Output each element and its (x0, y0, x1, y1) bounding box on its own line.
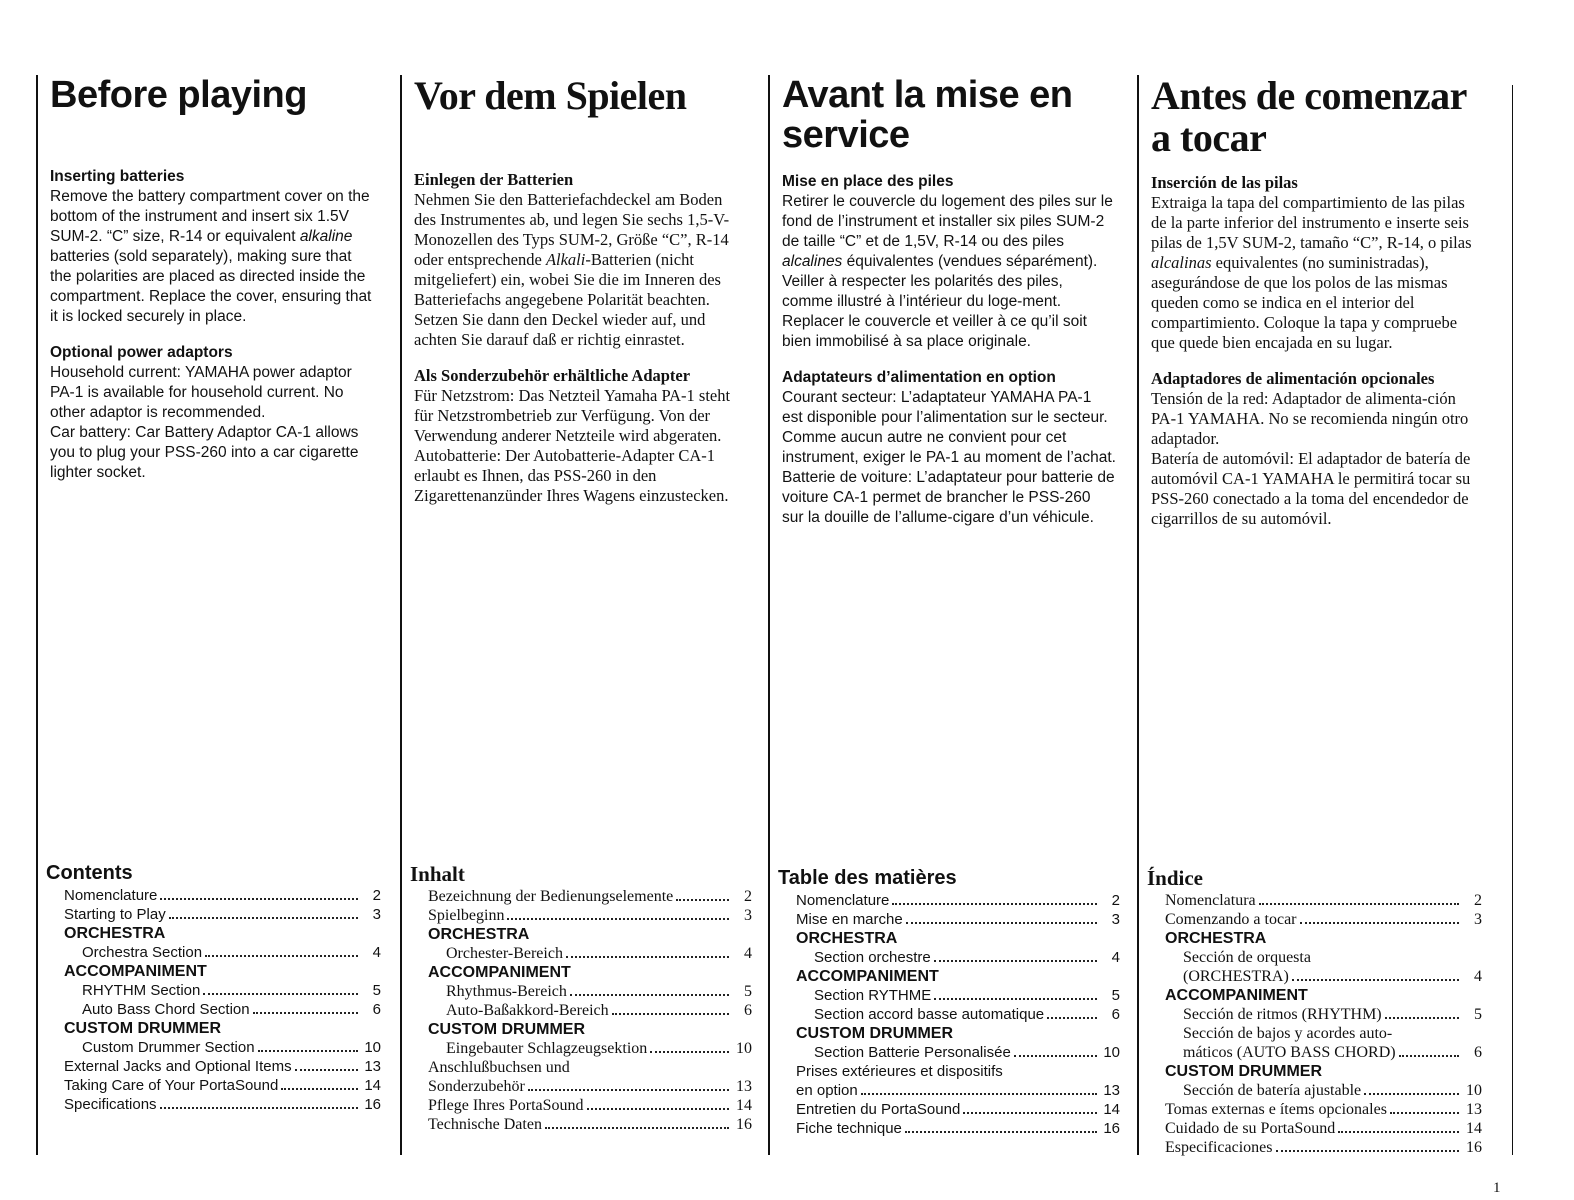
toc-entry-label: Custom Drummer Section (82, 1039, 255, 1056)
toc-entry (46, 1076, 381, 1095)
toc-entry-label: Orchester-Bereich (446, 945, 563, 962)
toc-page-number: 5 (744, 983, 752, 1000)
section-heading: Als Sonderzubehör erhältliche Adapter (414, 366, 691, 385)
toc-entry (1147, 1081, 1482, 1100)
toc-entry-label: Section RYTHME (814, 987, 932, 1004)
toc-page-number: 13 (1103, 1082, 1120, 1099)
toc-entry (410, 887, 752, 906)
column-french (768, 75, 1120, 1155)
toc-leader-dots (934, 998, 1097, 1000)
toc-category (410, 963, 752, 982)
section-heading: Adaptateurs d’alimentation en option (782, 369, 1056, 386)
toc-page-number: 16 (1103, 1120, 1120, 1137)
toc-page-number: 3 (1111, 911, 1120, 928)
toc-leader-dots (1399, 1055, 1459, 1057)
toc-page-number: 2 (1111, 892, 1120, 909)
toc-category (410, 1020, 752, 1039)
toc-entry (410, 1096, 752, 1115)
toc-entry-label: Taking Care of Your PortaSound (64, 1077, 279, 1094)
toc-category (46, 962, 381, 981)
toc-entry-label: Pflege Ihres PortaSound (428, 1097, 584, 1114)
toc-entry-label: CUSTOM DRUMMER (796, 1025, 954, 1042)
toc-page-number: 10 (364, 1039, 381, 1056)
toc-entry (778, 948, 1120, 967)
toc-entry (410, 982, 752, 1001)
toc-entry-label: ORCHESTRA (1165, 930, 1267, 947)
toc-entry (410, 1001, 752, 1020)
toc-entry (410, 1058, 752, 1077)
paragraph: Courant secteur: L’adaptateur YAMAHA PA-1 est disponible pour l’alimentation sur le secteur. Comme aucun autre ne convient pour cet instrument, exiger le PA-1 au moment de l’achat. (782, 389, 1116, 466)
page-title: Before playing (50, 74, 307, 116)
toc-entry (1147, 1100, 1482, 1119)
toc-leader-dots (1047, 1017, 1097, 1019)
toc-entry-label: Nomenclature (796, 892, 890, 909)
table-of-contents (778, 867, 1120, 1138)
toc-page-number: 14 (1103, 1101, 1120, 1118)
toc-leader-dots (1338, 1131, 1459, 1133)
toc-entry-label: CUSTOM DRUMMER (1165, 1063, 1323, 1080)
paragraph: Retirer le couvercle du logement des piles sur le fond de l’instrument et installer six piles SUM-2 de taille “C” et de 1,5V, R-14 ou des piles alcalines équivalentes (vendues séparément). Veiller à respecter les polarités des piles, comme illustré à l’intérieur du loge-ment. Replacer le couvercle et veiller à ce qu’il soit bien immobilisé à sa place originale. (782, 193, 1113, 350)
toc-page-number: 3 (372, 906, 381, 923)
toc-entry-label: en option (796, 1082, 858, 1099)
toc-page-number: 2 (372, 887, 381, 904)
paragraph: Tensión de la red: Adaptador de alimenta-ción PA-1 YAMAHA. No se recomienda ningún otro adaptador. (1151, 389, 1469, 448)
toc-entry (1147, 1119, 1482, 1138)
toc-page-number: 2 (1474, 892, 1482, 909)
toc-entry (1147, 1043, 1482, 1062)
toc-leader-dots (650, 1051, 729, 1053)
toc-entry (1147, 1005, 1482, 1024)
toc-entry-label: Sonderzubehör (428, 1078, 525, 1095)
toc-entry-label: CUSTOM DRUMMER (428, 1021, 586, 1038)
toc-page-number: 13 (364, 1058, 381, 1075)
toc-entry-label: Starting to Play (64, 906, 166, 923)
toc-leader-dots (160, 1107, 358, 1109)
toc-leader-dots (545, 1127, 729, 1129)
toc-entry (778, 1119, 1120, 1138)
table-of-contents (46, 862, 381, 1114)
toc-entry-label: Nomenclature (64, 887, 158, 904)
toc-title: Contents (46, 862, 133, 884)
toc-entry (778, 1005, 1120, 1024)
toc-entry-label: CUSTOM DRUMMER (64, 1020, 222, 1037)
toc-entry (410, 944, 752, 963)
toc-leader-dots (676, 899, 729, 901)
page-title: Vor dem Spielen (414, 73, 687, 118)
paragraph: Batería de automóvil: El adaptador de batería de automóvil CA-1 YAMAHA le permitirá tocar su PSS-260 conectado a la toma del encendedor de cigarrillos de su automóvil. (1151, 449, 1471, 528)
toc-title: Índice (1147, 866, 1204, 890)
toc-entry-label: Auto-Baßakkord-Bereich (446, 1002, 609, 1019)
toc-entry-label: Cuidado de su PortaSound (1165, 1120, 1336, 1137)
toc-entry (46, 1000, 381, 1019)
section-heading: Einlegen der Batterien (414, 170, 574, 189)
toc-leader-dots (281, 1088, 358, 1090)
toc-page-number: 6 (1111, 1006, 1120, 1023)
toc-entry-label: Orchestra Section (82, 944, 203, 961)
toc-leader-dots (570, 994, 729, 996)
toc-entry-label: Tomas externas e ítems opcionales (1165, 1101, 1387, 1118)
toc-entry (410, 1115, 752, 1134)
toc-leader-dots (861, 1093, 1097, 1095)
toc-page-number: 16 (364, 1096, 381, 1113)
toc-entry (1147, 967, 1482, 986)
toc-page-number: 6 (744, 1002, 752, 1019)
toc-page-number: 13 (736, 1078, 752, 1095)
toc-leader-dots (203, 993, 358, 995)
toc-entry (1147, 891, 1482, 910)
toc-entry (1147, 910, 1482, 929)
table-of-contents (410, 863, 752, 1134)
toc-entry-label: Comenzando a tocar (1165, 911, 1297, 928)
page-title: Antes de comenzar a tocar (1151, 73, 1467, 160)
toc-entry (778, 986, 1120, 1005)
toc-leader-dots (295, 1069, 358, 1071)
toc-leader-dots (906, 922, 1097, 924)
toc-entry (1147, 1024, 1482, 1043)
toc-entry-label: Prises extérieures et dispositifs (796, 1063, 1003, 1080)
toc-entry (46, 1057, 381, 1076)
toc-entry (46, 981, 381, 1000)
toc-entry (778, 1043, 1120, 1062)
toc-entry-label: RHYTHM Section (82, 982, 201, 999)
toc-entry (46, 1095, 381, 1114)
toc-leader-dots (160, 898, 358, 900)
toc-page-number: 14 (736, 1097, 752, 1114)
toc-leader-dots (587, 1108, 729, 1110)
column-english (36, 75, 381, 1155)
toc-entry (778, 891, 1120, 910)
toc-entry-label: Auto Bass Chord Section (82, 1001, 250, 1018)
toc-leader-dots (528, 1089, 729, 1091)
toc-leader-dots (205, 955, 358, 957)
toc-page-number: 5 (372, 982, 381, 999)
toc-entry (778, 1062, 1120, 1081)
toc-entry-label: Section orchestre (814, 949, 931, 966)
toc-category (1147, 986, 1482, 1005)
toc-page-number: 14 (1466, 1120, 1482, 1137)
toc-leader-dots (1259, 903, 1459, 905)
toc-title: Table des matières (778, 867, 957, 889)
toc-leader-dots (1276, 1150, 1460, 1152)
toc-leader-dots (934, 960, 1097, 962)
toc-entry-label: Rhythmus-Bereich (446, 983, 567, 1000)
toc-entry-label: Entretien du PortaSound (796, 1101, 961, 1118)
toc-page-number: 6 (1474, 1044, 1482, 1061)
toc-page-number: 5 (1111, 987, 1120, 1004)
toc-entry-label: Spielbeginn (428, 907, 505, 924)
toc-page-number: 3 (1474, 911, 1482, 928)
toc-leader-dots (905, 1131, 1097, 1133)
toc-entry-label: External Jacks and Optional Items (64, 1058, 292, 1075)
toc-leader-dots (963, 1112, 1097, 1114)
toc-leader-dots (507, 918, 729, 920)
paragraph: Extraiga la tapa del compartimiento de las pilas de la parte inferior del instrumento e inserte seis pilas de 1,5V SUM-2, tamaño “C”, R-14, o pilas alcalinas equivalentes (no suministradas), asegurándose de que los polos de las mismas queden como se indica en el interior del compartimiento. Coloque la tapa y compruebe que quede bien encajada en su lugar. (1151, 193, 1472, 352)
toc-entry (778, 1100, 1120, 1119)
toc-leader-dots (1390, 1112, 1459, 1114)
toc-page-number: 4 (372, 944, 381, 961)
toc-page-number: 6 (372, 1001, 381, 1018)
toc-entry-label: ACCOMPANIMENT (64, 963, 207, 980)
battery-section (1151, 173, 1478, 529)
toc-page-number: 10 (736, 1040, 752, 1057)
toc-entry (410, 1077, 752, 1096)
section-heading: Inserción de las pilas (1151, 173, 1298, 192)
toc-page-number: 13 (1466, 1101, 1482, 1118)
table-of-contents (1147, 867, 1482, 1157)
page-title: Avant la mise en service (782, 74, 1073, 156)
paragraph: Batterie de voiture: L’adaptateur pour batterie de voiture CA-1 permet de brancher le PSS-260 sur la douille de l’allume-cigare d’un véhicule. (782, 469, 1115, 526)
toc-entry-label: Especificaciones (1165, 1139, 1273, 1156)
toc-page-number: 5 (1474, 1006, 1482, 1023)
paragraph: Household current: YAMAHA power adaptor PA-1 is available for household current. No other adaptor is recommended. (50, 364, 352, 421)
toc-leader-dots (892, 903, 1097, 905)
toc-leader-dots (1014, 1055, 1097, 1057)
toc-entry-label: Sección de batería ajustable (1183, 1082, 1362, 1099)
section-heading: Adaptadores de alimentación opcionales (1151, 369, 1435, 388)
section-heading: Mise en place des piles (782, 173, 954, 190)
column-spanish (1137, 75, 1482, 1155)
toc-category (1147, 1062, 1482, 1081)
toc-page-number: 10 (1466, 1082, 1482, 1099)
paragraph: Nehmen Sie den Batteriefachdeckel am Boden des Instrumentes ab, und legen Sie sechs 1,5-V-Monozellen des Typs SUM-2, Größe “C”, R-14 oder entsprechende Alkali-Batterien (nicht mitgeliefert) ein, wobei Sie die im Inneren des Batteriefachs angegebene Polarität beachten. Setzen Sie dann den Deckel wieder auf, und achten Sie darauf daß er richtig einrastet. (414, 190, 730, 349)
toc-page-number: 4 (744, 945, 752, 962)
toc-category (46, 924, 381, 943)
toc-leader-dots (1300, 922, 1460, 924)
toc-leader-dots (1385, 1017, 1459, 1019)
toc-category (1147, 929, 1482, 948)
toc-category (778, 1024, 1120, 1043)
toc-entry-label: máticos (AUTO BASS CHORD) (1183, 1044, 1396, 1061)
battery-section (50, 167, 377, 483)
toc-entry-label: (ORCHESTRA) (1183, 968, 1289, 985)
paragraph: Remove the battery compartment cover on the bottom of the instrument and insert six 1.5V SUM-2. “C” size, R-14 or equivalent alkaline batteries (sold separately), making sure that the polarities are placed as directed inside the compartment. Replace the cover, ensuring that it is locked securely in place. (50, 188, 372, 325)
toc-entry (1147, 1138, 1482, 1157)
column-divider (1512, 85, 1513, 1155)
toc-entry (46, 1038, 381, 1057)
toc-page-number: 14 (364, 1077, 381, 1094)
toc-entry-label: Specifications (64, 1096, 157, 1113)
toc-page-number: 3 (744, 907, 752, 924)
toc-category (778, 967, 1120, 986)
toc-leader-dots (253, 1012, 358, 1014)
toc-page-number: 16 (1466, 1139, 1482, 1156)
toc-entry-label: Section Batterie Personalisée (814, 1044, 1011, 1061)
toc-leader-dots (612, 1013, 729, 1015)
toc-entry-label: Mise en marche (796, 911, 903, 928)
toc-entry-label: ORCHESTRA (796, 930, 898, 947)
toc-entry (46, 886, 381, 905)
toc-category (778, 929, 1120, 948)
toc-entry-label: ACCOMPANIMENT (796, 968, 939, 985)
battery-section (782, 172, 1116, 528)
page-number: 1 (1493, 1180, 1501, 1196)
toc-entry-label: Eingebauter Schlagzeugsektion (446, 1040, 648, 1057)
toc-entry-label: Nomenclatura (1165, 892, 1256, 909)
toc-entry (46, 905, 381, 924)
toc-entry-label: ORCHESTRA (64, 925, 166, 942)
toc-page-number: 4 (1111, 949, 1120, 966)
toc-entry (778, 910, 1120, 929)
toc-entry-label: Technische Daten (428, 1116, 542, 1133)
paragraph: Für Netzstrom: Das Netzteil Yamaha PA-1 steht für Netzstrombetrieb zur Verfügung. Von der Verwendung anderer Netzteile wird abgeraten. (414, 386, 731, 445)
toc-page-number: 10 (1103, 1044, 1120, 1061)
toc-entry-label: Fiche technique (796, 1120, 902, 1137)
toc-entry-label: Section accord basse automatique (814, 1006, 1045, 1023)
toc-entry (410, 1039, 752, 1058)
toc-page-number: 4 (1474, 968, 1482, 985)
toc-leader-dots (169, 917, 358, 919)
toc-entry (46, 943, 381, 962)
toc-entry (410, 906, 752, 925)
toc-entry-label: Sección de ritmos (RHYTHM) (1183, 1006, 1382, 1023)
toc-entry-label: ORCHESTRA (428, 926, 530, 943)
toc-entry-label: Anschlußbuchsen und (428, 1059, 570, 1076)
section-heading: Optional power adaptors (50, 344, 233, 361)
paragraph: Autobatterie: Der Autobatterie-Adapter CA-1 erlaubt es Ihnen, das PSS-260 in den Zigarettenanzünder Ihres Wagens einzustecken. (414, 446, 729, 505)
toc-entry-label: Sección de bajos y acordes auto- (1183, 1025, 1393, 1042)
toc-leader-dots (566, 956, 729, 958)
toc-entry-label: Sección de orquesta (1183, 949, 1311, 966)
toc-entry-label: ACCOMPANIMENT (1165, 987, 1308, 1004)
toc-page-number: 2 (744, 888, 752, 905)
toc-entry-label: Bezeichnung der Bedienungselemente (428, 888, 674, 905)
toc-leader-dots (1364, 1093, 1459, 1095)
section-heading: Inserting batteries (50, 168, 185, 185)
paragraph: Car battery: Car Battery Adaptor CA-1 allows you to plug your PSS-260 into a car cigarette lighter socket. (50, 424, 359, 481)
toc-leader-dots (258, 1050, 358, 1052)
toc-category (46, 1019, 381, 1038)
toc-title: Inhalt (410, 862, 465, 886)
toc-entry (1147, 948, 1482, 967)
battery-section (414, 170, 748, 506)
column-german (400, 75, 752, 1155)
toc-category (410, 925, 752, 944)
toc-entry (778, 1081, 1120, 1100)
toc-page-number: 16 (736, 1116, 752, 1133)
toc-entry-label: ACCOMPANIMENT (428, 964, 571, 981)
toc-leader-dots (1292, 979, 1459, 981)
